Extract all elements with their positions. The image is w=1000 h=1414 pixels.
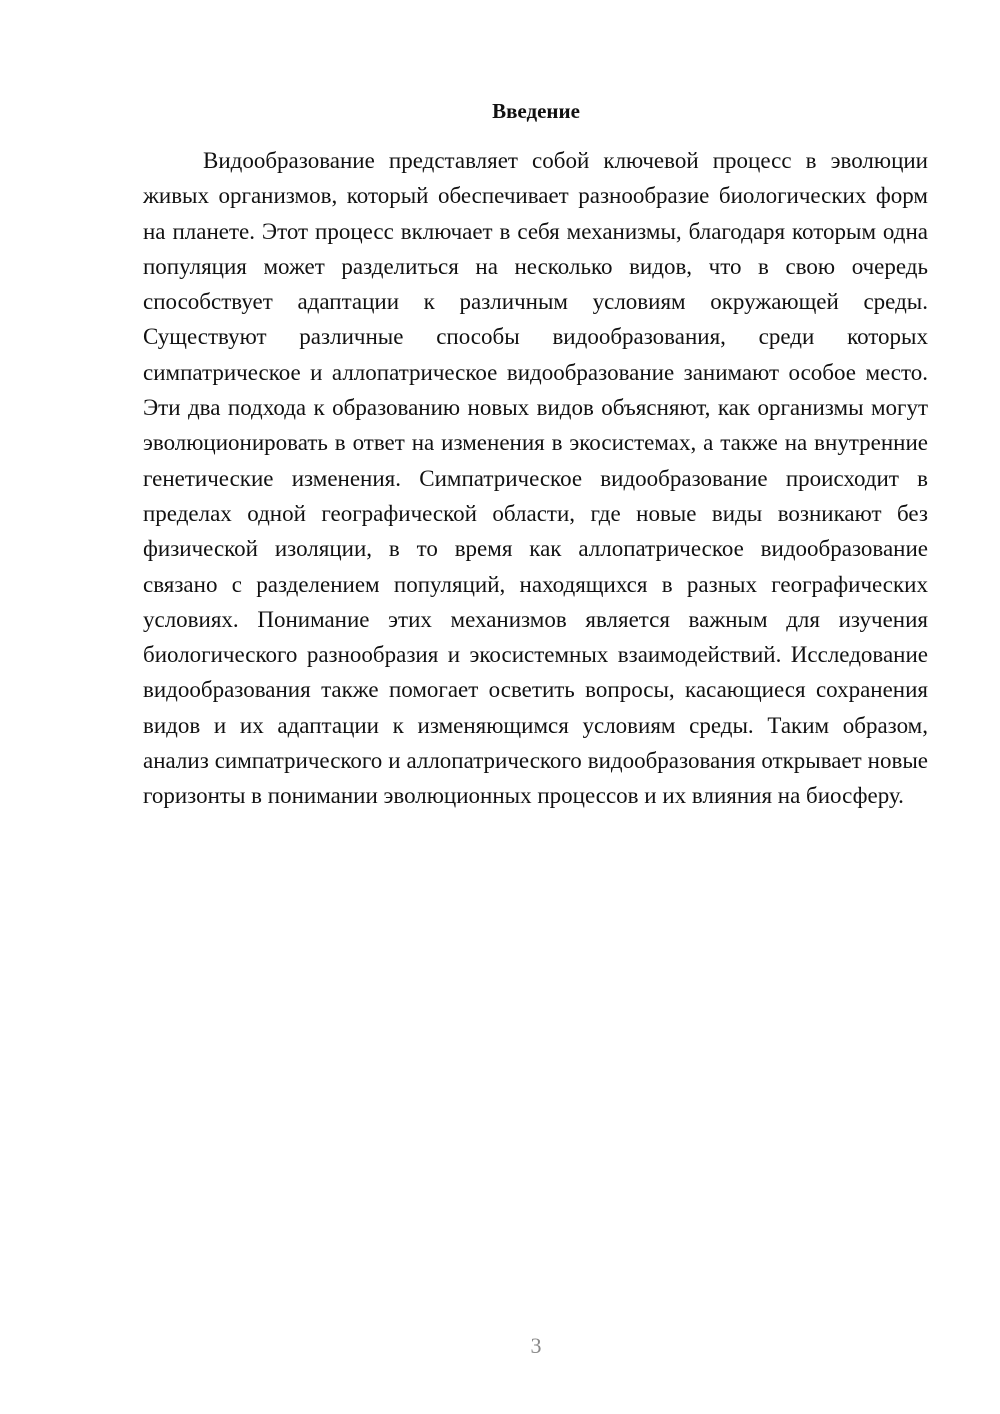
- page-number: 3: [530, 1333, 542, 1358]
- section-heading: Введение: [492, 99, 580, 123]
- body-paragraph: Видообразование представляет собой ключевой процесс в эволюции живых организмов, который обеспечивает разнообразие биологических форм на планете. Этот процесс включает в себя механизмы, благодаря которым одна популяция может разделиться на несколько видов, что в свою очередь способствует адаптации к различным условиям окружающей среды. Существуют различные способы видообразования, среди которых симпатрическое и аллопатрическое видообразование занимают особое место. Эти два подхода к образованию новых видов объясняют, как организмы могут эволюционировать в ответ на изменения в экосистемах, а также на внутренние генетические изменения. Симпатрическое видообразование происходит в пределах одной географической области, где новые виды возникают без физической изоляции, в то время как аллопатрическое видообразование связано с разделением популяций, находящихся в разных географических условиях. Понимание этих механизмов является важным для изучения биологического разнообразия и экосистемных взаимодействий. Исследование видообразования также помогает осветить вопросы, касающиеся сохранения видов и их адаптации к изменяющимся условиям среды. Таким образом, анализ симпатрического и аллопатрического видообразования открывает новые горизонты в понимании эволюционных процессов и их влияния на биосферу.: [143, 148, 928, 809]
